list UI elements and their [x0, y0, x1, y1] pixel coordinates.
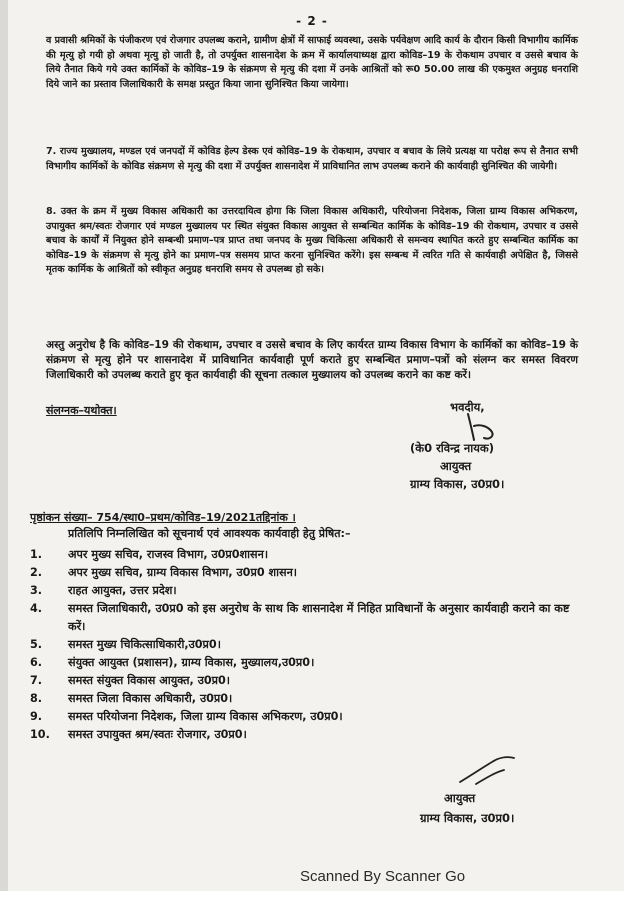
list-item-number: 7. [30, 674, 43, 687]
list-item-number: 10. [30, 728, 50, 741]
scanner-watermark: Scanned By Scanner Go [300, 868, 466, 885]
list-item-text: अपर मुख्य सचिव, ग्राम्य विकास विभाग, उ0प्र0 शासन। [68, 566, 298, 579]
list-item-text: समस्त परियोजना निदेशक, जिला ग्राम्य विकास अभिकरण, उ0प्र0। [68, 710, 343, 723]
list-item [30, 708, 600, 726]
enclosure-note: संलग्नक–यथोक्त। [46, 404, 117, 417]
list-item [30, 636, 600, 654]
bottom-margin [0, 891, 624, 917]
paragraph-7: 7. राज्य मुख्यालय, मण्डल एवं जनपदों में कोविड हेल्प डेस्क एवं कोविड–19 के रोकथाम, उपचार व बचाव के लिये प्रत्यक्ष या परोक्ष रूप से तैनात सभी विभागीय कार्मिकों के कोविड संक्रमण से मृत्यु की दशा में उपर्युक्त शासनादेश में प्राविधानित लाभ उपलब्ध कराने की कार्यवाही सुनिश्चित की जायेगी। [46, 146, 578, 172]
list-item [30, 582, 600, 600]
list-item-text: समस्त जिलाधिकारी, उ0प्र0 को इस अनुरोध के साथ कि शासनादेश में निहित प्राविधानों के अनुसार कार्यवाही कराने का कष्ट करें। [68, 602, 570, 633]
list-item-number: 5. [30, 638, 43, 651]
list-item-text: समस्त मुख्य चिकित्साधिकारी,उ0प्र0। [68, 638, 221, 651]
list-item-number: 8. [30, 692, 43, 705]
signatory-designation: आयुक्त [440, 459, 472, 473]
signature-block-primary [410, 400, 580, 493]
list-item [30, 546, 600, 564]
list-item-text: समस्त जिला विकास अधिकारी, उ0प्र0। [68, 692, 233, 705]
list-item [30, 690, 600, 708]
list-item [30, 564, 600, 582]
request-paragraph: अस्तु अनुरोध है कि कोविड–19 की रोकथाम, उपचार व उससे बचाव के लिए कार्यरत ग्राम्य विकास विभाग के कार्मिकों का कोविड–19 के संक्रमण से मृत्यु होने पर शासनादेश में प्राविधानित कार्यवाही पूर्ण कराते हुए सम्बन्धित प्रमाण–पत्रों को संलग्न कर समस्त विवरण जिलाधिकारी को उपलब्ध कराते हुए कृत कार्यवाही की सूचना तत्काल मुख्यालय को उपलब्ध कराने का कष्ट करें। [46, 339, 578, 382]
list-item-text: समस्त उपायुक्त श्रम/स्वतः रोजगार, उ0प्र0। [68, 728, 247, 741]
list-item-text: अपर मुख्य सचिव, राजस्व विभाग, उ0प्र0शासन। [68, 548, 269, 561]
list-item-text: संयुक्त आयुक्त (प्रशासन), ग्राम्य विकास, मुख्यालय,उ0प्र0। [68, 656, 315, 669]
list-item-number: 9. [30, 710, 43, 723]
list-item-number: 1. [30, 548, 43, 561]
handwritten-signature [462, 412, 502, 444]
list-item-text: राहत आयुक्त, उत्तर प्रदेश। [68, 584, 177, 597]
endorsement-department: ग्राम्य विकास, उ0प्र0। [420, 811, 515, 825]
list-item-number: 4. [30, 602, 43, 615]
signatory-department: ग्राम्य विकास, उ0प्र0। [410, 477, 505, 491]
scan-edge [0, 0, 8, 917]
list-item [30, 726, 600, 744]
list-item-number: 2. [30, 566, 43, 579]
signature-block-endorsement [420, 752, 570, 828]
list-item [30, 672, 600, 690]
paragraph-8: 8. उक्त के क्रम में मुख्य विकास अधिकारी का उत्तरदायित्व होगा कि जिला विकास अधिकारी, परियोजना निदेशक, जिला ग्राम्य विकास अभिकरण, उपायुक्त श्रम/स्वतः रोजगार एवं मण्डल मुख्यालय पर स्थित संयुक्त विकास आयुक्त से सम्बन्धित कार्मिक के कोविड–19 की रोकथाम, उपचार व उससे बचाव के कार्यों में नियुक्त होने सम्बन्धी प्रमाण–पत्र प्राप्त तथा जनपद के मुख्य चिकित्सा अधिकारी से समन्वय स्थापित करते हुए सम्बन्धित कार्मिक का कोविड–19 के संक्रमण से मृत्यु होने का प्रमाण–पत्र ससमय प्राप्त करना सुनिश्चित करेंगे। इस सम्बन्ध में त्वरित गति से कार्यवाही अपेक्षित है, जिससे मृतक कार्मिक के आश्रितों को स्वीकृत अनुग्रह धनराशि समय से उपलब्ध हो सके। [46, 206, 578, 276]
copy-recipient-list [30, 546, 600, 744]
list-item-number: 3. [30, 584, 43, 597]
endorsement-designation: आयुक्त [444, 791, 476, 805]
list-item [30, 600, 600, 636]
list-item [30, 654, 600, 672]
list-item-text: समस्त संयुक्त विकास आयुक्त, उ0प्र0। [68, 674, 231, 687]
closing-salutation: भवदीय, [450, 400, 485, 414]
endorsement-reference: पृष्ठांकन संख्या– 754/स्था0–प्रथम/कोविड–19/2021तद्दिनांक । [30, 511, 296, 524]
page-number: - 2 - [296, 14, 328, 28]
paragraph-continuation: व प्रवासी श्रमिकों के पंजीकरण एवं रोजगार उपलब्ध कराने, ग्रामीण क्षेत्रों में साफाई व्यवस्था, उसके पर्यवेक्षण आदि कार्य के दौरान किसी विभागीय कार्मिक की मृत्यु हो गयी हो अथवा मृत्यु हो जाती है, तो उपर्युक्त शासनादेश के क्रम में कार्यालयाध्यक्ष द्वारा कोविड–19 के रोकथाम उपचार व उससे बचाव के लिये तैनात किये गये उक्त कार्मिकों के कोविड–19 के संक्रमण से मृत्यु की दशा में उनके आश्रितों को रू0 50.00 लाख की एकमुश्त अनुग्रह धनराशि दिये जाने का प्रस्ताव जिलाधिकारी के समक्ष प्रस्तुत किया जाना सुनिश्चित किया जायेगा। [46, 35, 578, 90]
signatory-name: (के0 रविन्द्र नायक) [410, 441, 494, 455]
handwritten-signature [456, 754, 520, 786]
list-item-number: 6. [30, 656, 43, 669]
copy-forwarded-intro: प्रतिलिपि निम्नलिखित को सूचनार्थ एवं आवश्यक कार्यवाही हेतु प्रेषित:– [68, 527, 351, 540]
